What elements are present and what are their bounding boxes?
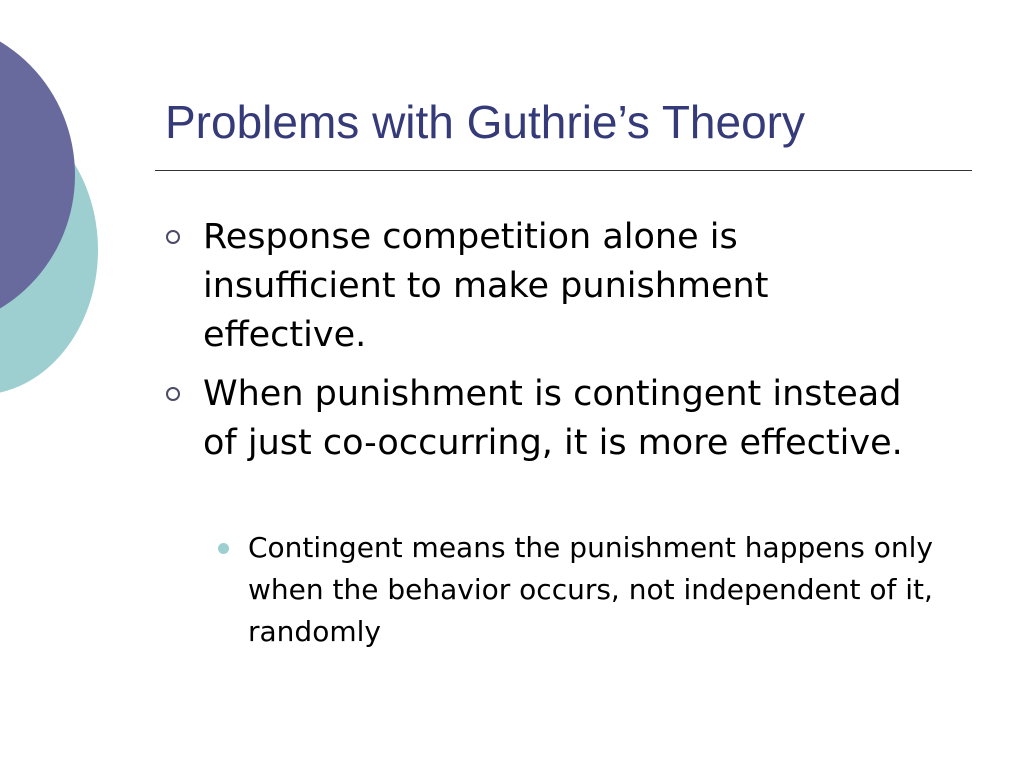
bullet-text: Response competition alone is insufficient to make punishment effective. [203, 217, 769, 355]
hollow-circle-bullet-icon [166, 387, 180, 401]
title-divider [155, 170, 972, 171]
bullet-text: When punishment is contingent instead of just co-occurring, it is more effective. [203, 374, 903, 463]
hollow-circle-bullet-icon [166, 230, 180, 244]
bullet-item [203, 213, 923, 360]
sub-bullet-item [248, 527, 988, 653]
sub-bullet-text: Contingent means the punishment happens only when the behavior occurs, not independent of it, randomly [248, 531, 933, 648]
bullet-item [203, 370, 923, 468]
filled-circle-bullet-icon [218, 543, 229, 554]
slide-title: Problems with Guthrie’s Theory [165, 96, 806, 148]
